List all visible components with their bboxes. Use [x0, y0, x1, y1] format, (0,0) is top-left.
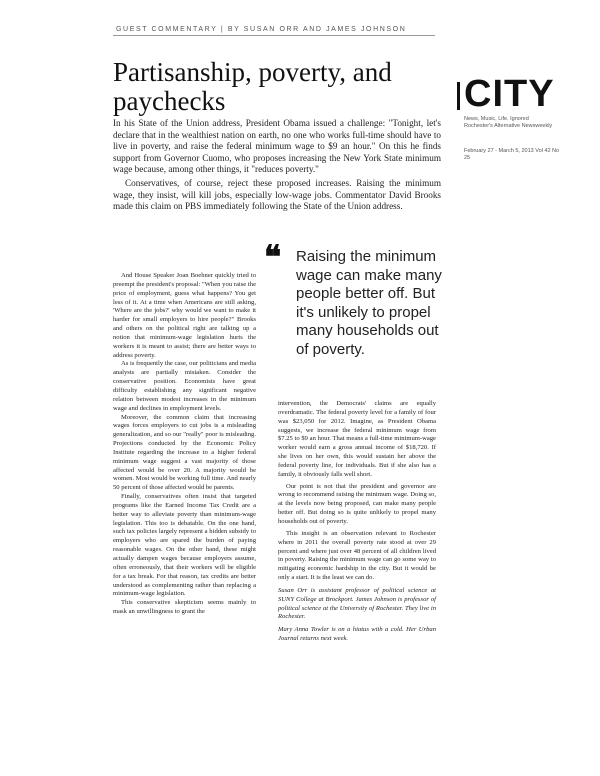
intro-paragraph: Conservatives, of course, reject these proposed increases. Raising the minimum wage, they insist, will kill jobs, especially low-wage jobs. Commentator David Brooks made this claim on PBS immediately following the State of the Union address.: [113, 177, 441, 212]
intro-text: [113, 118, 441, 215]
body-paragraph: And House Speaker Joan Boehner quickly tried to preempt the president's proposal: "When you raise the price of employment, guess what happens? You get less of it. At a time when Americans are still asking, 'Where are the jobs?' why would we want to make it harder for small employers to hire people?" Brooks and others on the political right are talking up a notion that minimum-wage legislation hurts the workers it is meant to assist; there are better ways to address poverty.: [113, 272, 256, 359]
body-paragraph: intervention, the Democrats' claims are equally overdramatic. The federal poverty level for a family of four was $23,050 for 2012. Imagine, as President Obama suggests, we increase the federal minimum wage from $7.25 to $9 an hour. That means a full-time minimum-wage worker would earn a gross annual income of $18,720. If she lives on her own, this would sustain her above the federal poverty line, for individuals. But if she also has a family, it obviously falls well short.: [278, 400, 436, 478]
body-column-right: [278, 400, 436, 647]
pull-quote-text: Raising the minimum wage can make many people better off. But it's unlikely to propel many households out of poverty.: [296, 248, 442, 358]
body-paragraph: As is frequently the case, our politicians and media analysts are partially mistaken. Consider the conservative position. Economists have great difficulty establishing any significant negative relation between modest increases in the minimum wage and declines in employment levels.: [113, 360, 256, 412]
body-paragraph: Our point is not that the president and governor are wrong to recommend raising the minimum wage. Doing so, at the levels now being proposed, can make many people better off. But doing so is quite unlikely to propel many households out of poverty.: [278, 482, 436, 525]
headline: Partisanship, poverty, and paychecks: [113, 57, 392, 116]
author-bio: Susan Orr is assistant professor of political science at SUNY College at Brockport. James Johnson is professor of political science at the University of Rochester. They live in Rochester.: [278, 586, 436, 621]
quote-icon: ❝: [264, 239, 282, 275]
editor-note: Mary Anna Towler is on a hiatus with a cold. Her Urban Journal returns next week.: [278, 626, 436, 643]
intro-paragraph: In his State of the Union address, President Obama issued a challenge: "Tonight, let's declare that in the wealthiest nation on earth, no one who works full-time should have to live in poverty, and raise the federal minimum wage to $9 an hour." On this he finds support from Governor Cuomo, who proposes increasing the New York State minimum wage because, among other things, it "reduces poverty.": [113, 118, 441, 175]
body-paragraph: Finally, conservatives often insist that targeted programs like the Earned Income Tax Credit are a better way to alleviate poverty than minimum-wage legislation. This too is debatable. On the one hand, such tax policies largely represent a hidden subsidy to employers who are spared the burden of paying reasonable wages. On the other hand, these might actually dampen wages because employers assume, often erroneously, that their workers will be eligible for a tax break. For that reason, tax credits are better understood as complementing rather than replacing a minimum-wage legislation.: [113, 493, 256, 598]
masthead-bar: [457, 82, 460, 110]
masthead-tagline: News, Music, Life. Ignored Rochester's Alternative Newsweekly: [464, 116, 553, 129]
issue-date: February 27 - March 5, 2013 Vol 42 No 25: [464, 148, 560, 161]
kicker-rule: [113, 35, 435, 36]
body-paragraph: This insight is an observation relevant to Rochester where in 2011 the overall poverty rate stood at over 29 percent and where just over 48 percent of all children lived in poverty. Raising the minimum wage can go some way to mitigating economic hardship in the city. But it would be only a start. It is the least we can do.: [278, 529, 436, 582]
kicker-byline: GUEST COMMENTARY | BY SUSAN ORR AND JAMES JOHNSON: [116, 26, 407, 33]
body-paragraph: This conservative skepticism seems mainly to mask an unwillingness to grant the: [113, 599, 256, 616]
masthead-logo: CITY: [464, 73, 555, 115]
body-paragraph: Moreover, the common claim that increasing wages forces employers to cut jobs is a misleading generalization, and so our "really" poor is misleading. Projections conducted by the Economic Policy Institute regarding the increase to a higher federal minimum wage suggest a vast majority of those affected would be over 20. A majority would be women. Most would be working full time. And nearly 50 percent of those affected would be parents.: [113, 413, 256, 492]
body-column-left: [113, 272, 256, 617]
